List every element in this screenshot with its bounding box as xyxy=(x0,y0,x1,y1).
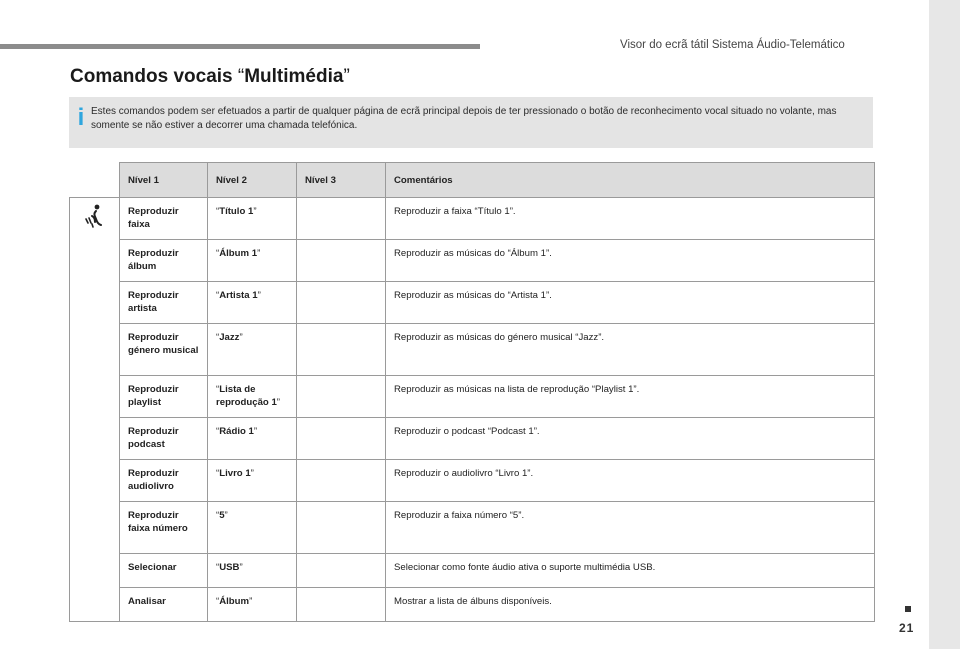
cell-level3 xyxy=(297,198,386,240)
level2-command: Álbum 1 xyxy=(219,248,258,259)
table-row xyxy=(70,198,875,240)
cell-level3 xyxy=(297,376,386,418)
voice-command-icon-cell xyxy=(70,198,120,622)
cell-level2 xyxy=(208,376,297,418)
cell-comment: Reproduzir a faixa “Título 1”. xyxy=(386,198,875,240)
cell-level1: Reproduzir artista xyxy=(120,282,208,324)
table-row xyxy=(70,588,875,622)
section-marker xyxy=(905,606,911,612)
level2-command: Rádio 1 xyxy=(219,426,254,437)
level2-open-quote: “ xyxy=(216,248,220,259)
level2-open-quote: “ xyxy=(216,426,220,437)
cell-comment: Reproduzir as músicas do género musical “Jazz”. xyxy=(386,324,875,376)
voice-commands-table xyxy=(69,162,875,622)
cell-level2 xyxy=(208,240,297,282)
level2-command: Título 1 xyxy=(219,206,254,217)
header-comments: Comentários xyxy=(386,163,875,198)
level2-command: 5 xyxy=(219,510,225,521)
level2-open-quote: “ xyxy=(216,468,220,479)
level2-command: Artista 1 xyxy=(219,290,258,301)
cell-level3 xyxy=(297,418,386,460)
level2-command: Jazz xyxy=(219,332,240,343)
title-text: Comandos vocais xyxy=(70,66,238,87)
level2-close-quote: ” xyxy=(253,206,257,217)
cell-comment: Reproduzir as músicas na lista de reprodução “Playlist 1”. xyxy=(386,376,875,418)
level2-close-quote: ” xyxy=(257,290,261,301)
info-icon: i xyxy=(77,104,85,131)
cell-level1: Analisar xyxy=(120,588,208,622)
cell-level3 xyxy=(297,282,386,324)
cell-level2 xyxy=(208,282,297,324)
page-title xyxy=(70,66,350,88)
header-level2: Nível 2 xyxy=(208,163,297,198)
cell-level1: Selecionar xyxy=(120,554,208,588)
cell-comment: Reproduzir o podcast “Podcast 1”. xyxy=(386,418,875,460)
level2-open-quote: “ xyxy=(216,510,220,521)
cell-comment: Reproduzir as músicas do “Artista 1”. xyxy=(386,282,875,324)
level2-open-quote: “ xyxy=(216,384,220,395)
cell-comment: Mostrar a lista de álbuns disponíveis. xyxy=(386,588,875,622)
header-rule xyxy=(0,44,480,49)
table-row xyxy=(70,324,875,376)
level2-close-quote: ” xyxy=(257,248,261,259)
level2-close-quote: ” xyxy=(250,468,254,479)
table-row xyxy=(70,240,875,282)
title-open-quote: “ xyxy=(237,66,245,87)
title-close-quote: ” xyxy=(343,66,350,87)
table-row xyxy=(70,554,875,588)
level2-open-quote: “ xyxy=(216,290,220,301)
table-row xyxy=(70,282,875,324)
cell-level3 xyxy=(297,460,386,502)
level2-close-quote: ” xyxy=(224,510,228,521)
table-row xyxy=(70,460,875,502)
level2-open-quote: “ xyxy=(216,332,220,343)
cell-level2 xyxy=(208,460,297,502)
cell-level2 xyxy=(208,502,297,554)
cell-level1: Reproduzir podcast xyxy=(120,418,208,460)
level2-close-quote: ” xyxy=(253,426,258,437)
header-level3: Nível 3 xyxy=(297,163,386,198)
level2-close-quote: ” xyxy=(239,332,243,343)
table-row xyxy=(70,502,875,554)
cell-comment: Reproduzir o audiolivro “Livro 1”. xyxy=(386,460,875,502)
header-level1: Nível 1 xyxy=(120,163,208,198)
level2-command: Lista de reprodução 1 xyxy=(216,384,277,408)
level2-command: USB xyxy=(219,562,240,573)
cell-level2 xyxy=(208,198,297,240)
cell-level2 xyxy=(208,324,297,376)
level2-close-quote: ” xyxy=(276,396,280,408)
cell-level1: Reproduzir playlist xyxy=(120,376,208,418)
icon-column-header xyxy=(70,163,120,198)
table-header-row xyxy=(70,163,875,198)
voice-command-icon xyxy=(80,202,110,232)
level2-close-quote: ” xyxy=(239,562,243,573)
cell-level2 xyxy=(208,554,297,588)
cell-level1: Reproduzir género musical xyxy=(120,324,208,376)
cell-level2 xyxy=(208,418,297,460)
level2-close-quote: ” xyxy=(249,596,253,607)
level2-open-quote: “ xyxy=(216,206,220,217)
cell-comment: Reproduzir a faixa número “5”. xyxy=(386,502,875,554)
cell-level2 xyxy=(208,588,297,622)
cell-comment: Selecionar como fonte áudio ativa o suporte multimédia USB. xyxy=(386,554,875,588)
cell-level3 xyxy=(297,324,386,376)
cell-level1: Reproduzir faixa xyxy=(120,198,208,240)
table-row xyxy=(70,418,875,460)
cell-level3 xyxy=(297,240,386,282)
page-number: 21 xyxy=(899,621,915,635)
cell-comment: Reproduzir as músicas do “Álbum 1”. xyxy=(386,240,875,282)
title-quoted: Multimédia xyxy=(244,66,344,87)
cell-level1: Reproduzir audiolivro xyxy=(120,460,208,502)
level2-open-quote: “ xyxy=(216,596,220,607)
cell-level3 xyxy=(297,554,386,588)
cell-level3 xyxy=(297,502,386,554)
level2-command: Álbum xyxy=(219,596,250,607)
cell-level1: Reproduzir álbum xyxy=(120,240,208,282)
table-row xyxy=(70,376,875,418)
cell-level3 xyxy=(297,588,386,622)
level2-command: Livro 1 xyxy=(219,468,251,479)
cell-level1: Reproduzir faixa número xyxy=(120,502,208,554)
info-text: Estes comandos podem ser efetuados a partir de qualquer página de ecrã principal depois de ter pressionado o botão de reconhecimento vocal situado no volante, mas somente se não estiver a decorrer uma chamada telefónica. xyxy=(91,106,837,131)
level2-open-quote: “ xyxy=(216,562,220,573)
running-header: Visor do ecrã tátil Sistema Áudio-Telemático xyxy=(620,39,845,51)
side-band xyxy=(929,0,960,649)
